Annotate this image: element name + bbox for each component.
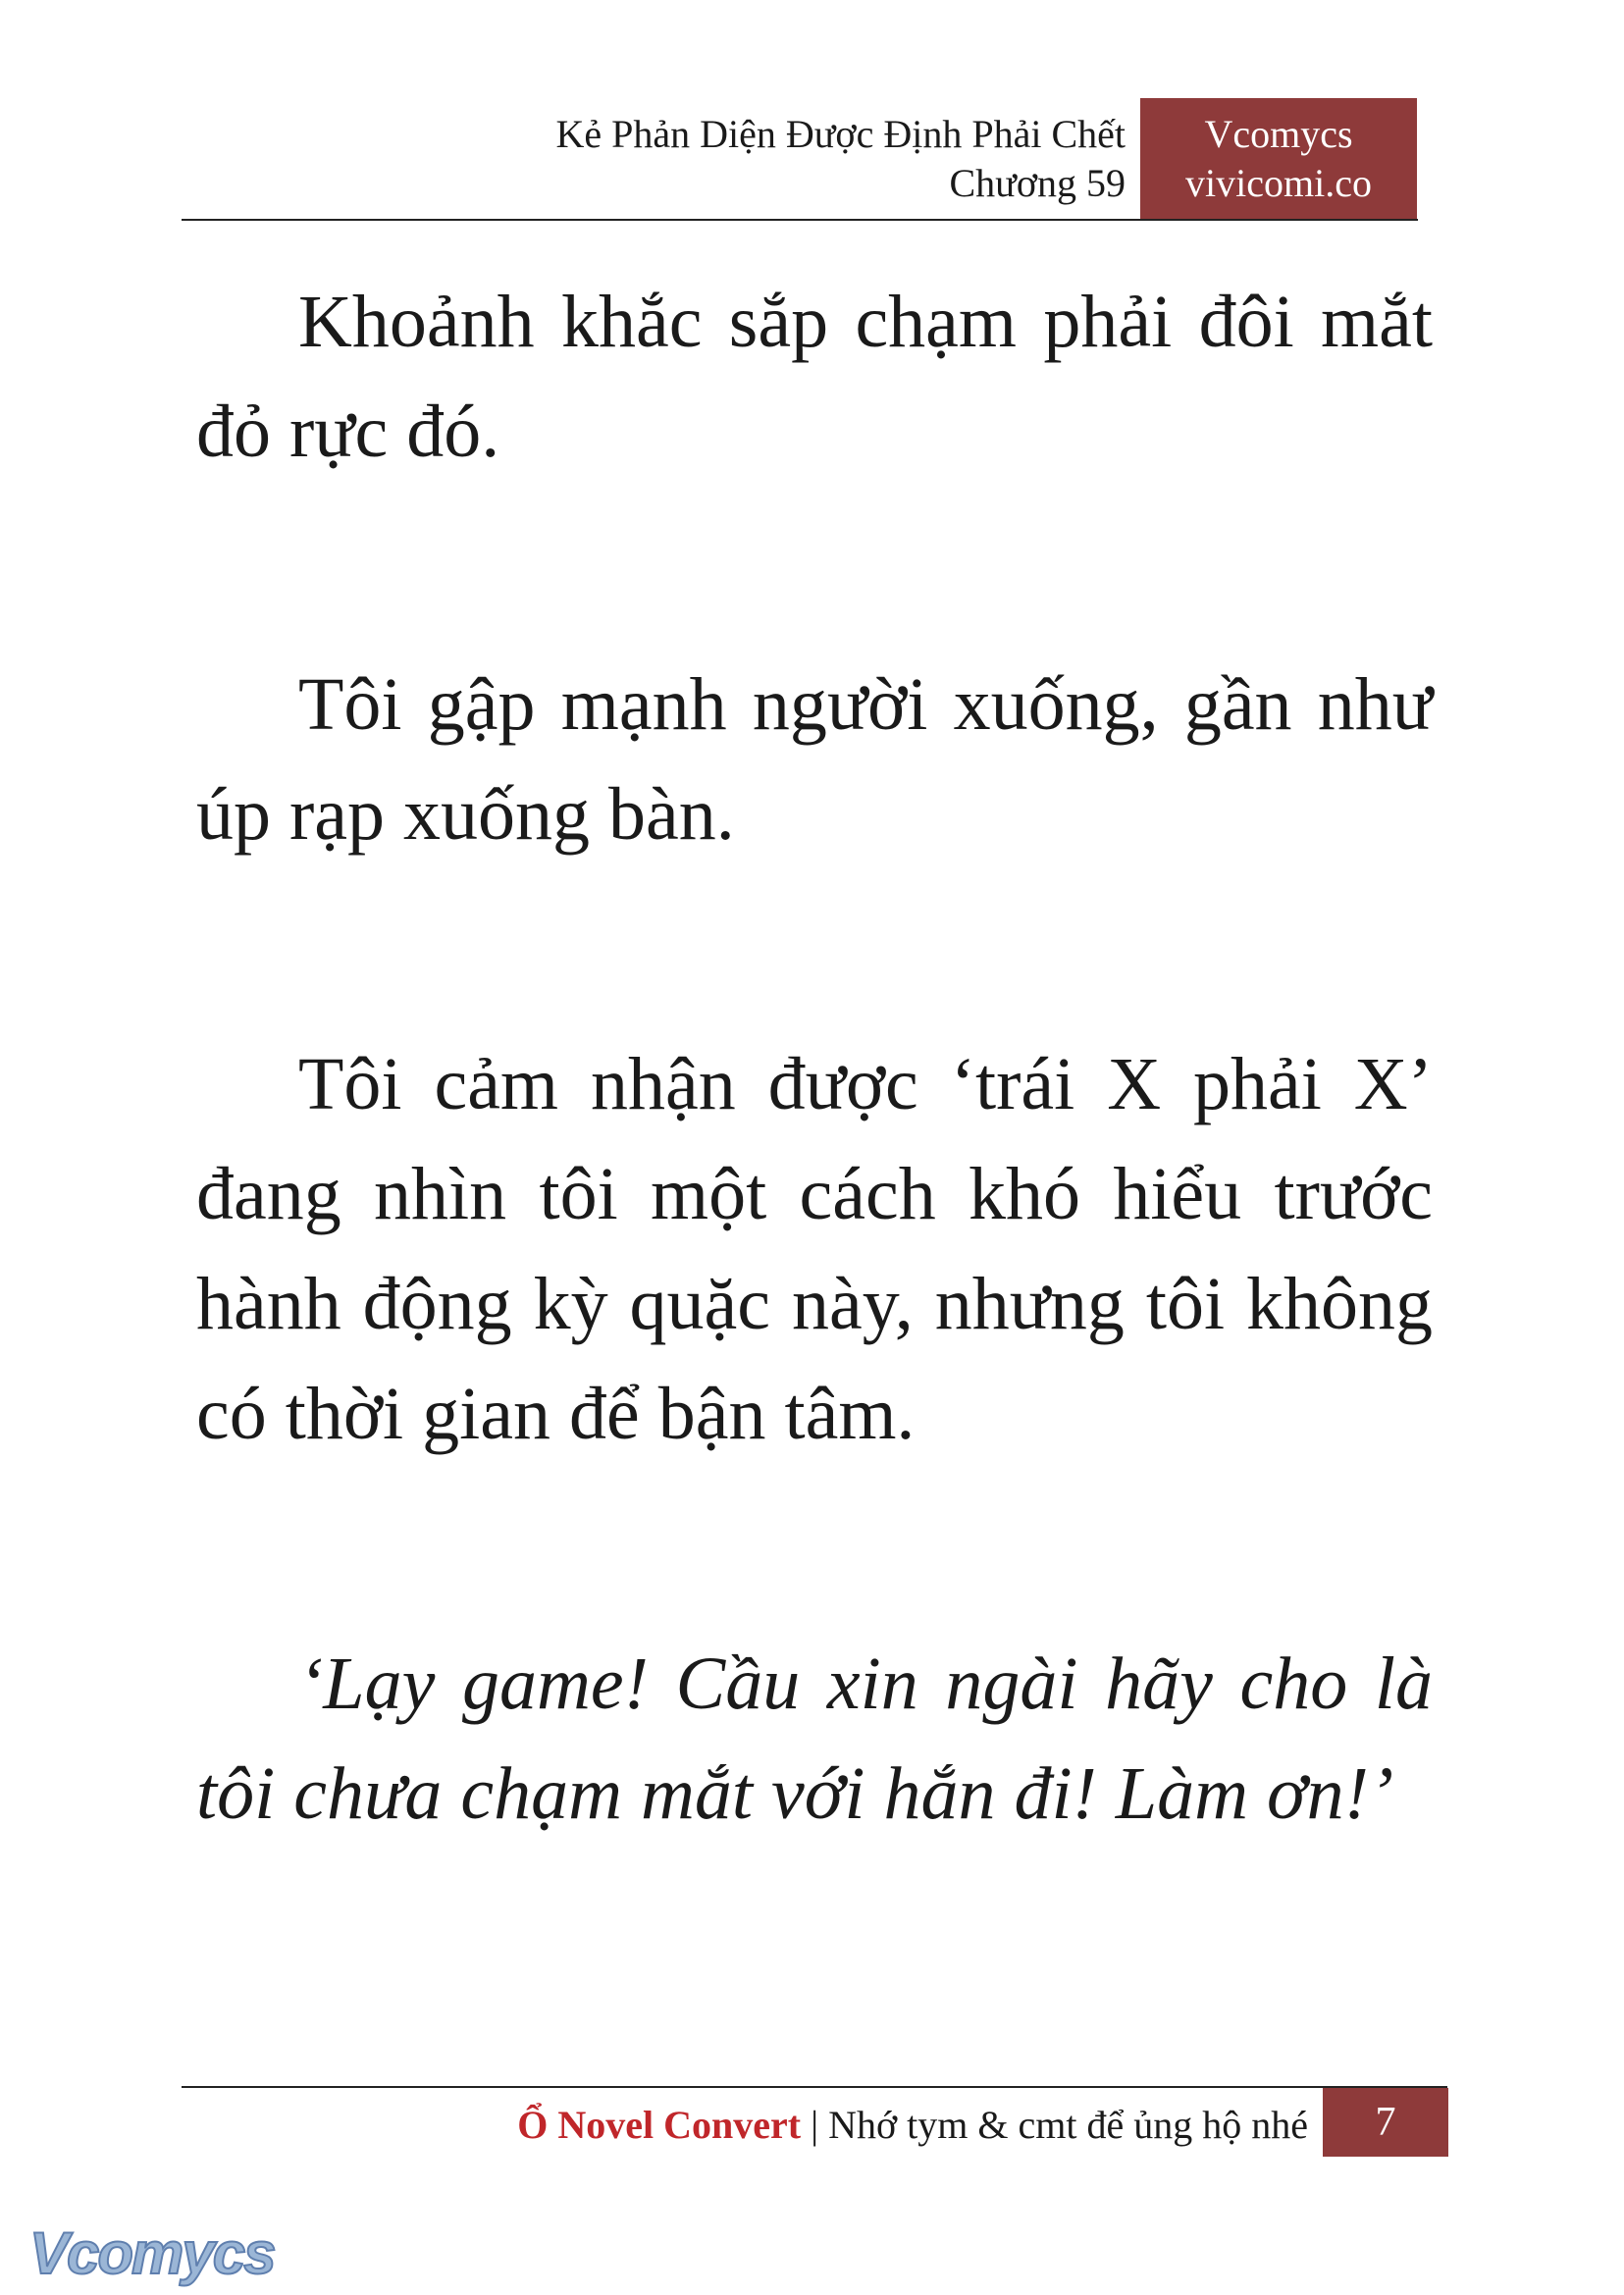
footer-message: Nhớ tym & cmt để ủng hộ nhé [828, 2103, 1308, 2147]
brand-name: Vcomycs [1204, 112, 1353, 156]
paragraph-italic: ‘Lạy game! Cầu xin ngài hãy cho là tôi chưa chạm mắt với hắn đi! Làm ơn!’ [196, 1643, 1433, 1835]
header-titles [0, 110, 1126, 208]
paragraph: Khoảnh khắc sắp chạm phải đôi mắt đỏ rực đó. [196, 281, 1433, 473]
page-number: 7 [1323, 2088, 1448, 2157]
footer-text [517, 2098, 1308, 2153]
paragraph: Tôi cảm nhận được ‘trái X phải X’ đang nhìn tôi một cách khó hiểu trước hành động kỳ quặc này, nhưng tôi không có thời gian để bận tâm. [196, 1043, 1433, 1455]
footer-separator: | [811, 2103, 819, 2147]
book-title: Kẻ Phản Diện Được Định Phải Chết [555, 112, 1126, 156]
brand-site: vivicomi.co [1185, 161, 1372, 205]
header-divider [182, 219, 1418, 221]
paragraph: Tôi gập mạnh người xuống, gần như úp rạp xuống bàn. [196, 663, 1433, 856]
footer-divider [182, 2086, 1447, 2088]
footer-brand: Ổ Novel Convert [517, 2103, 802, 2147]
watermark-logo: Vcomycs [29, 2220, 275, 2286]
chapter-label: Chương 59 [949, 161, 1126, 205]
brand-box [1140, 98, 1417, 220]
